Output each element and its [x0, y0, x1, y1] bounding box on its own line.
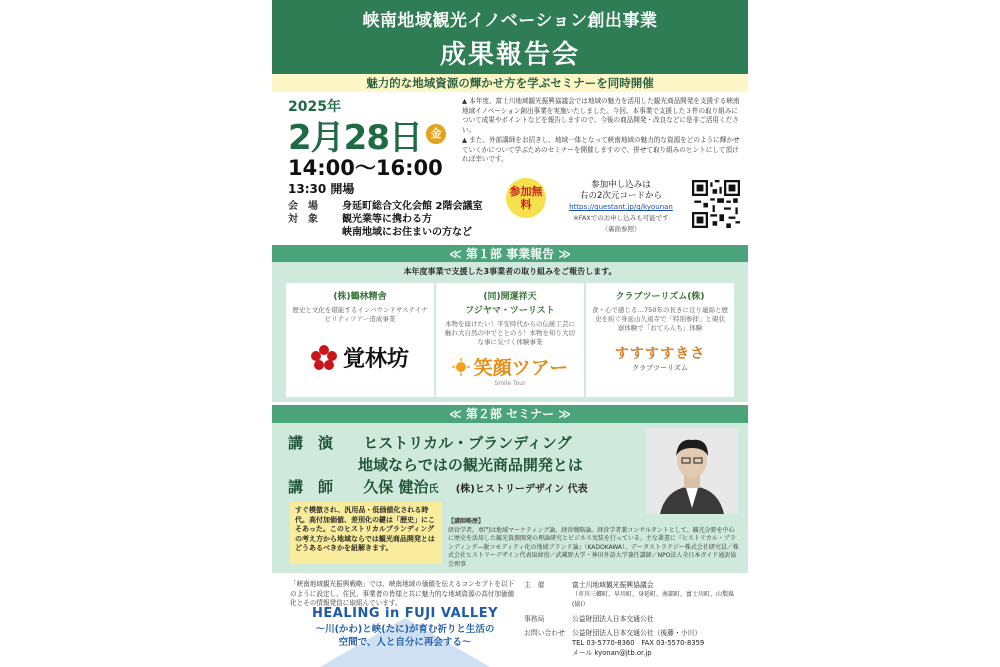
- target-value-1: 観光業等に携わる方: [342, 214, 432, 225]
- lecturer-name: 久保 健治: [363, 478, 429, 496]
- inquiry-row: [524, 628, 744, 638]
- apply-line2: 右の2次元コードから: [580, 191, 662, 201]
- title-band: [272, 0, 748, 74]
- venue-label: 会 場: [288, 201, 318, 212]
- lecturer-label: 講 師: [288, 478, 334, 496]
- flyer-subtitle: 魅力的な地域資源の輝かせ方を学ぶセミナーを同時開催: [272, 74, 748, 92]
- card2-logo-text: 笑顔ツアー: [473, 357, 569, 379]
- healing-subtitle: [290, 623, 520, 649]
- intro-paragraph-2: ▲ また、外部講師をお招きし、地域一体となって峡南地域の魅力的な資源をどのように輝かせていくかについて学ぶためのセミナーを開催しますので、併せて取り組みのヒントにして頂ければ幸いです。: [462, 136, 740, 163]
- vision-text: 「峡南地域観光振興戦略」では、峡南地域の価値を伝えるコンセプトを以下のように設定し、住民、事業者の皆様と共に魅力的な地域資源の高付加価値化とその情報発信に取組んでいます。: [290, 580, 515, 607]
- lecturer-photo: [646, 428, 738, 514]
- free-badge: 参加無料: [506, 178, 546, 218]
- venue-value: 身延町総合文化会館 2階会議室: [342, 201, 483, 212]
- report-card-2: [436, 283, 584, 397]
- event-flyer: [272, 0, 748, 667]
- qr-code-icon[interactable]: [692, 180, 740, 228]
- organizer-members: （市川三郷町、早川町、身延町、南部町、富士川町、山梨県(協)）: [572, 591, 735, 608]
- lecturer-org: (株)ヒストリーデザイン 代表: [455, 484, 588, 495]
- card3-logo-text: すすすすきさ: [614, 346, 706, 362]
- venue-row: [288, 200, 482, 213]
- target-row-2: [288, 226, 482, 239]
- sun-icon: [452, 358, 470, 376]
- target-label: 対 象: [288, 214, 318, 225]
- card1-desc: 歴史と文化を堪能するインバウンドサステイナビリティツアー造成事業: [292, 306, 428, 323]
- apply-url-link[interactable]: https://questant.jp/q/kyounan: [569, 203, 673, 211]
- card2-name-2: フジヤマ・ツーリスト: [465, 306, 555, 316]
- card1-logo-text: 覚林坊: [342, 347, 409, 372]
- event-info: [288, 200, 482, 239]
- lecturer-row: [288, 476, 588, 497]
- healing-subtitle-1: 〜川(かわ)と峡(たに)が育む祈りと生活の: [315, 624, 495, 635]
- section1-lead: 本年度事業で支援した3事業者の取り組みをご報告します。: [403, 267, 617, 276]
- office-row: [524, 614, 744, 624]
- card2-name: (同)開運祥天: [483, 292, 537, 302]
- organizer-label: 主 催: [524, 581, 545, 589]
- event-time: 14:00〜16:00: [288, 156, 443, 180]
- flyer-title-line2: 成果報告会: [439, 40, 580, 70]
- contact-block: [524, 580, 744, 658]
- organizer-row: [524, 580, 744, 590]
- event-date: 2月28日: [288, 118, 422, 158]
- card3-name: クラブツーリズム(株): [615, 292, 705, 302]
- card2-desc: 本物を届けたい！平安時代からの伝統工芸に触れ大自然の中でととのう！本物を知り大切な事に気づく体験事業: [445, 320, 575, 346]
- tel-row: [524, 638, 744, 648]
- apply-line1: 参加申し込みは: [591, 180, 651, 190]
- mail-row: [524, 648, 744, 658]
- report-card-1: [286, 283, 434, 397]
- target-value-2: 峡南地域にお住まいの方など: [342, 227, 472, 238]
- card2-logo-tag: Smile Tour: [494, 380, 526, 387]
- section2-heading: ≪ 第２部 セミナー ≫: [272, 405, 748, 423]
- flyer-title-line1: 峡南地域観光イノベーション創出事業: [362, 11, 658, 31]
- intro-paragraph-1: ▲ 本年度、富士川地域観光振興協議会では地域の魅力を活用した観光商品開発を支援する峡南地域イノベーション創出事業を実施いたしました。今回、本事業で支援した３件の取り組みについて成果やポイントなどを報告しますので、今後の商品開発・改良などに是非ご活用ください。: [462, 97, 740, 134]
- apply-fax-note: ※FAXでのお申し込みも可能です: [573, 214, 669, 222]
- healing-slogan: HEALING in FUJI VALLEY: [312, 606, 498, 621]
- plum-crest-icon: [311, 345, 337, 371]
- apply-fax-note-2: （裏面参照）: [601, 225, 641, 233]
- card3-desc: 食・心で感じる…750年の長きに亘り連綿と歴史を紡ぐ身延山久遠寺で「特別参拝」と硯状寮体験で「おてらんち」体験: [592, 306, 728, 332]
- lecture-title-1: ヒストリカル・ブランディング: [363, 434, 572, 452]
- office-value: 公益財団法人日本交通公社: [572, 615, 654, 623]
- lecturer-profile: [448, 518, 740, 569]
- card1-logo: [286, 342, 434, 373]
- event-year: 2025年: [288, 99, 341, 115]
- target-row: [288, 213, 482, 226]
- event-open-time: 13:30 開場: [288, 182, 355, 196]
- organizer-value: 富士川地域観光振興協議会: [572, 581, 654, 589]
- section1-heading: ≪ 第１部 事業報告 ≫: [272, 245, 748, 263]
- organizer-members-row: [524, 590, 744, 610]
- inquiry-value: 公益財団法人日本交通公社（後藤・小川）: [572, 629, 702, 637]
- card3-logo-sub: クラブツーリズム: [632, 364, 688, 372]
- lecture-row: [288, 432, 572, 453]
- intro-text: [462, 97, 740, 166]
- lecture-label: 講 演: [288, 434, 334, 452]
- apply-info: [556, 180, 686, 235]
- mail-address[interactable]: メール kyonan@jtb.or.jp: [572, 649, 652, 657]
- report-card-3: [586, 283, 734, 397]
- inquiry-label: お問い合わせ: [524, 629, 565, 637]
- office-label: 事務局: [524, 615, 545, 623]
- healing-subtitle-2: 空間で、人と自分に再会する〜: [338, 637, 472, 648]
- event-weekday-badge: 金: [426, 124, 446, 144]
- profile-label: 【講師略歴】: [448, 518, 485, 525]
- tel-fax: TEL 03-5770-8360 FAX 03-5570-8359: [572, 639, 705, 647]
- lecturer-honorific: 氏: [428, 484, 439, 495]
- card2-logo: [436, 353, 584, 380]
- seminar-summary: すぐ模倣され、汎用品・低価値化される時代。高付加価値、差別化の鍵は「歴史」にこそあった。このヒストリカルブランディングの考え方から地域ならでは観光商品開発とはどうあるべきかを紐解きます。: [290, 502, 442, 564]
- profile-text: 経営学者。専門は地域マーケティング論、経営戦略論。経営学者兼コンサルタントとして、観光分野を中心に歴史を活用した観光資源開発の理論研究とビジネス実装を行っている。主な著書に『ヒストリカル・ブランディング―脱コモディティ化の地域ブランド論』（KADOKAWA）、データストラテジー株式会社研究員／株式会社ヒストリーデザイン代表取締役／武蔵野大学・神田外語大学兼任講師／NPO法人全日本ガイド通訳協会理事: [448, 526, 739, 568]
- lecture-title-2: 地域ならではの観光商品開発とは: [358, 456, 583, 474]
- card1-name: (株)鶴林精舎: [333, 292, 387, 302]
